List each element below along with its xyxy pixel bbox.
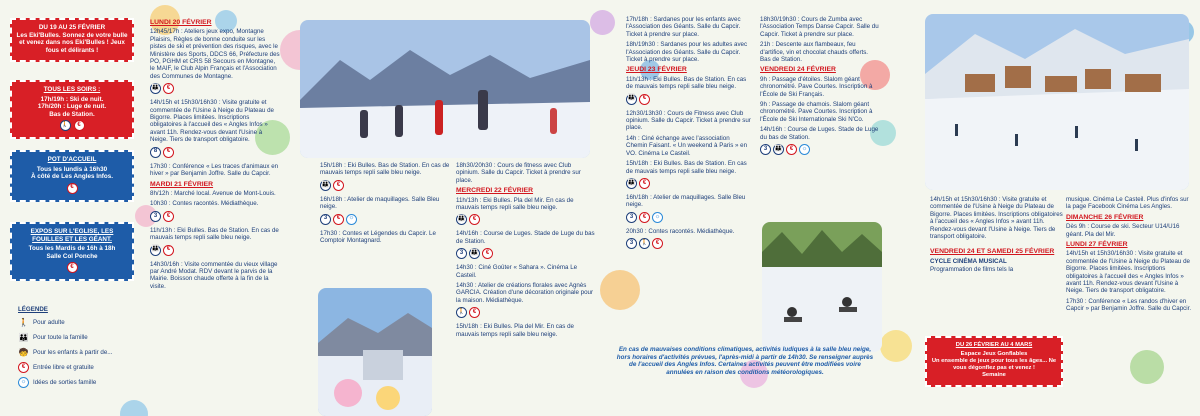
family-icon: 👪 <box>626 178 637 189</box>
gonflables-date: DU 26 FÉVRIER AU 4 MARS <box>955 342 1033 348</box>
soirs-icons <box>15 120 129 131</box>
legend-ideas: Idées de sorties famille <box>33 379 97 387</box>
cycle-cinema: CYCLE CINÉMA MUSICAL <box>930 257 1007 265</box>
ideas-icon: ☼ <box>799 144 810 155</box>
family-icon: 👪 <box>456 214 467 225</box>
event-eki-bulles-5: 11h/13h : Eki Bulles. Bas de Station. En cas de mauvais temps repli salle bleu neige. <box>626 75 747 91</box>
event-fitness-2: 12h30/13h30 : Cours de Fitness avec Club opinium. Salle du Capcir. Ticket à prendre sur place. <box>626 109 751 132</box>
column-4 <box>626 16 752 254</box>
day-vendredi-24: VENDREDI 24 FÉVRIER <box>760 66 836 74</box>
event-contes-legendes: 17h30 : Contes et Légendes du Capcir. Le Comptoir Montagnard. <box>320 229 436 245</box>
eki-bulles-box <box>10 18 134 62</box>
event-florales: 14h30 : Atelier de créations florales avec Agnès GARCIA. Création d'une décoration originale pour la maison. Médiathèque. <box>456 282 594 304</box>
bas-station-text: Bas de Station. <box>49 110 95 118</box>
event-visite-village: 14h30/16h : Visite commentée du vieux village par André Modat. RDV devant le parvis de la Mairie. Boisson chaude offerte à la fin de la visite. <box>150 260 278 290</box>
event-marche: 8h/12h : Marché local. Avenue de Mont-Louis. <box>150 189 276 197</box>
event-usine-neige-3: 14h/15h et 15h30/16h30 : Visite gratuite et commentée de l'Usine à Neige du Plateau de Bigorre. Places limitées. Inscriptions obligatoires à l'accueil des « Angles Infos » avant 11h. Rendez-vous devant l'Usine à Neige. Tiers de transport obligatoire. <box>1066 250 1190 295</box>
event-eki-bulles-4: 15h/18h : Eki Bulles. Pla del Mir. En cas de mauvais temps repli salle bleu neige. <box>456 323 574 338</box>
day-lundi-27: LUNDI 27 FÉVRIER <box>1066 241 1128 249</box>
expos-box <box>10 222 134 281</box>
kids-icon: 3 <box>456 248 467 259</box>
kids-icon: 3 <box>760 144 771 155</box>
kids-icon: 3 <box>626 238 637 249</box>
event-eki-bulles: 11h/13h : Eki Bulles. Bas de Station. En cas de mauvais temps repli salle bleu neige. <box>150 226 279 242</box>
kids-icon: 🧒 <box>18 348 29 358</box>
event-conference-traces: 17h30 : Conférence « Les traces d'animaux en hiver » par Benjamin Joffre. Salle du Capcir. <box>150 162 279 178</box>
cinema-musique: musique. Cinéma Le Casteil. Plus d'infos sur la page Facebook Cinéma Les Angles. <box>1066 196 1189 211</box>
adult-icon: 🚶 <box>639 238 650 249</box>
euro-icon: € <box>482 248 493 259</box>
event-eki-bulles-3: 11h/13h : Eki Bulles. Pla del Mir. En cas de mauvais temps repli salle bleu neige. <box>456 196 574 212</box>
event-fitness: 18h30/20h30 : Cours de fitness avec Club opinium. Salle du Capcir. Ticket à prendre sur place. <box>456 162 581 184</box>
euro-icon: € <box>74 120 85 131</box>
photo-skiers <box>300 20 590 158</box>
family-icon: 👪 <box>320 180 331 191</box>
day-dimanche-26: DIMANCHE 26 FÉVRIER <box>1066 213 1144 221</box>
legend-free: Entrée libre et gratuite <box>33 364 94 372</box>
event-usine-neige-2: 14h/15h et 15h30/16h30 : Visite gratuite et commentée de l'Usine à Neige du Plateau de Bigorre. Places limitées. Inscriptions obligatoires à l'accueil des « Angles Infos » avant 11h. Rendez-vous devant l'Usine à Neige. Tiers de transport obligatoire. <box>930 196 1063 241</box>
kids-icon: 3 <box>626 212 637 223</box>
kids-icon: 3 <box>320 214 331 225</box>
family-icon: 👪 <box>150 245 161 256</box>
legend-title: LÉGENDE <box>18 306 48 313</box>
euro-icon: € <box>786 144 797 155</box>
column-2 <box>150 16 280 293</box>
event-conference-randos: 17h30 : Conférence « Les randos d'hiver en Capcir » par Benjamin Joffre. Salle du Capcir. <box>1066 297 1192 313</box>
photo-resort <box>318 288 432 416</box>
pot-accueil-time: Tous les lundis à 16h30 <box>36 165 108 173</box>
pot-accueil-box <box>10 150 134 202</box>
euro-icon: € <box>163 211 174 222</box>
event-passage-chamois: 9h : Passage de chamois. Slalom géant chronométré. Pave Courtes. Inscription à l'École de Ski Internationale Ski N'Co. <box>760 101 873 123</box>
expos-place: Salle Col Ponche <box>46 252 98 260</box>
eki-bulles-date: DU 19 AU 25 FÉVRIER <box>38 24 106 31</box>
free-entry-icon: € <box>18 362 29 373</box>
event-cine-echange: 14h : Ciné échange avec l'association Chemin Faisant. « Un weekend à Paris » en VO. Cinéma Le Casteil. <box>626 134 748 157</box>
event-course-luges: 14h/16h : Course de Luges. Stade de Luge du bas de Station. <box>760 126 879 141</box>
event-contes-2: 20h30 : Contes racontés. Médiathèque. <box>626 227 735 235</box>
event-sardanes-enfants: 17h/18h : Sardanes pour les enfants avec l'Association des Géants. Salle du Capcir. Ticket à prendre sur place. <box>626 16 741 38</box>
tous-les-soirs-box <box>10 80 134 139</box>
kids-icon: 3 <box>150 211 161 222</box>
legend <box>18 306 136 392</box>
family-icon: 👪 <box>150 83 161 94</box>
legend-adult: Pour adulte <box>33 319 65 327</box>
column-7 <box>1066 196 1194 316</box>
column-5 <box>760 16 880 160</box>
adult-icon: 🚶 <box>456 307 467 318</box>
luge-nuit-text: 17h/20h : Luge de nuit. <box>37 103 107 111</box>
event-maquillages: 16h/18h : Atelier de maquillages. Salle Bleu neige. <box>320 195 440 211</box>
event-flambeaux: 21h : Descente aux flambeaux, feu d'artifice, vin et chocolat chauds offerts. Bas de Station. <box>760 41 869 64</box>
euro-icon: € <box>163 147 174 158</box>
event-contes: 10h30 : Contes racontés. Médiathèque. <box>150 200 259 208</box>
euro-icon: € <box>469 307 480 318</box>
event-zumba: 18h30/19h30 : Cours de Zumba avec l'Association Temps Danse Capcir. Salle du Capcir. Ticket à prendre sur place. <box>760 16 879 38</box>
day-mercredi-22: MERCREDI 22 FÉVRIER <box>456 187 534 195</box>
kids-icon: 8 <box>150 147 161 158</box>
photo-sledging <box>762 222 882 352</box>
jeux-gonflables-box <box>925 336 1063 387</box>
column-3 <box>320 162 450 247</box>
event-passage-etoiles: 9h : Passage d'étoiles. Slalom géant chronométré. Pave Courtes. Inscription à l'École de Ski Français. <box>760 75 873 98</box>
euro-icon: € <box>67 183 78 194</box>
family-ideas-icon: ☼ <box>18 377 29 388</box>
ideas-icon: ☼ <box>652 212 663 223</box>
pot-accueil-title: POT D'ACCUEIL <box>47 156 97 163</box>
day-jeudi-23: JEUDI 23 FÉVRIER <box>626 66 687 74</box>
event-eki-bulles-6: 15h/18h : Eki Bulles. Bas de Station. En cas de mauvais temps repli salle bleu neige. <box>626 160 747 175</box>
expos-title: EXPOS SUR L'EGLISE, LES FOUILLES ET LES GÉANT. <box>30 228 114 243</box>
family-icon: 👪 <box>469 248 480 259</box>
event-sardanes-adultes: 18h/19h30 : Sardanes pour les adultes avec l'Association des Géants. Salle du Capcir. Ticket à prendre sur place. <box>626 41 748 64</box>
euro-icon: € <box>333 180 344 191</box>
euro-icon: € <box>639 212 650 223</box>
column-6 <box>930 196 1064 277</box>
event-maquillages-2: 16h/18h : Atelier de maquillages. Salle Bleu neige. <box>626 193 746 209</box>
pot-accueil-place: À côté de Les Angles Infos. <box>31 173 113 181</box>
euro-icon: € <box>163 245 174 256</box>
euro-icon: € <box>67 262 78 273</box>
column-3b <box>456 162 596 341</box>
euro-icon: € <box>163 83 174 94</box>
euro-icon: € <box>469 214 480 225</box>
programmation: Programmation de films tels la <box>930 266 1014 274</box>
ski-nuit-text: 17h/19h : Ski de nuit. <box>40 95 104 103</box>
event-usine-neige: 14h/15h et 15h30/16h30 : Visite gratuite et commentée de l'Usine à Neige du Plateau de Bigorre. Places limitées. Inscriptions obligatoires à l'accueil des « Angles Infos » avant 11h. Rendez-vous devant l'Usine à Neige. Tiers de transport obligatoire. <box>150 99 274 144</box>
day-mardi-21: MARDI 21 FÉVRIER <box>150 180 214 188</box>
legend-kids: Pour les enfants à partir de... <box>33 349 113 357</box>
euro-icon: € <box>639 178 650 189</box>
family-icon: 👪 <box>18 333 29 343</box>
gonflables-title: Espace Jeux Gonflables <box>960 351 1028 357</box>
weather-note: En cas de mauvaises conditions climatiques, activités ludiques à la salle bleu neige, hors horaires d'activités prévues, l'après-midi à partir de 14h30. Se renseigner auprès de l'accueil des Angles Infos. Certaines activités peuvent être modifiées voire annulées en raison des conditions météorologiques. <box>616 346 874 376</box>
photo-village <box>925 14 1189 190</box>
event-cine-gouter: 14h30 : Ciné Goûter « Sahara ». Cinéma Le Casteil. <box>456 264 578 279</box>
euro-icon: € <box>333 214 344 225</box>
expos-time: Tous les Mardis de 16h à 18h <box>28 245 116 253</box>
family-icon: 👪 <box>773 144 784 155</box>
day-vendredi-samedi: VENDREDI 24 ET SAMEDI 25 FÉVRIER <box>930 248 1055 256</box>
family-icon: 👪 <box>626 94 637 105</box>
event-eki-bulles-2: 15h/18h : Eki Bulles. Bas de Station. En cas de mauvais temps repli salle bleu neige. <box>320 162 450 177</box>
gonflables-semaine: Semaine <box>982 372 1006 378</box>
ideas-icon: ☼ <box>346 214 357 225</box>
event-ateliers-expo: 12h45/17h : Ateliers jeux expo, Montagne Plaisirs, Règles de bonne conduite sur les pistes de ski et prévention des risques, avec le Ministère des Sports, DDCS 66, Préfecture des PO, PGHM et CRS 58 Secours en Montagne, le MAIF, le Club Alpin Français et l'Association des Communes de Montagne. <box>150 28 280 80</box>
legend-family: Pour toute la famille <box>33 334 88 342</box>
gonflables-text: Un ensemble de jeux pour tous les âges... Ne vous dégonflez pas et venez ! <box>931 358 1057 371</box>
day-lundi-20: LUNDI 20 FÉVRIER <box>150 19 212 26</box>
event-luges: 14h/16h : Course de Luges. Stade de Luge du bas de Station. <box>456 230 595 245</box>
euro-icon: € <box>639 94 650 105</box>
adult-icon: 🚶 <box>60 120 71 131</box>
event-course-ski: Dès 9h : Course de ski. Secteur U14/U16 géant. Pla del Mir. <box>1066 223 1180 238</box>
adult-icon: 🚶 <box>18 318 29 328</box>
euro-icon: € <box>652 238 663 249</box>
tous-les-soirs-title: TOUS LES SOIRS : <box>43 86 101 93</box>
eki-bulles-text: Les Eki'Bulles. Sonnez de votre bulle et venez dans nos Eki'Bulles ! Jeux fous et délirants ! <box>16 31 128 54</box>
